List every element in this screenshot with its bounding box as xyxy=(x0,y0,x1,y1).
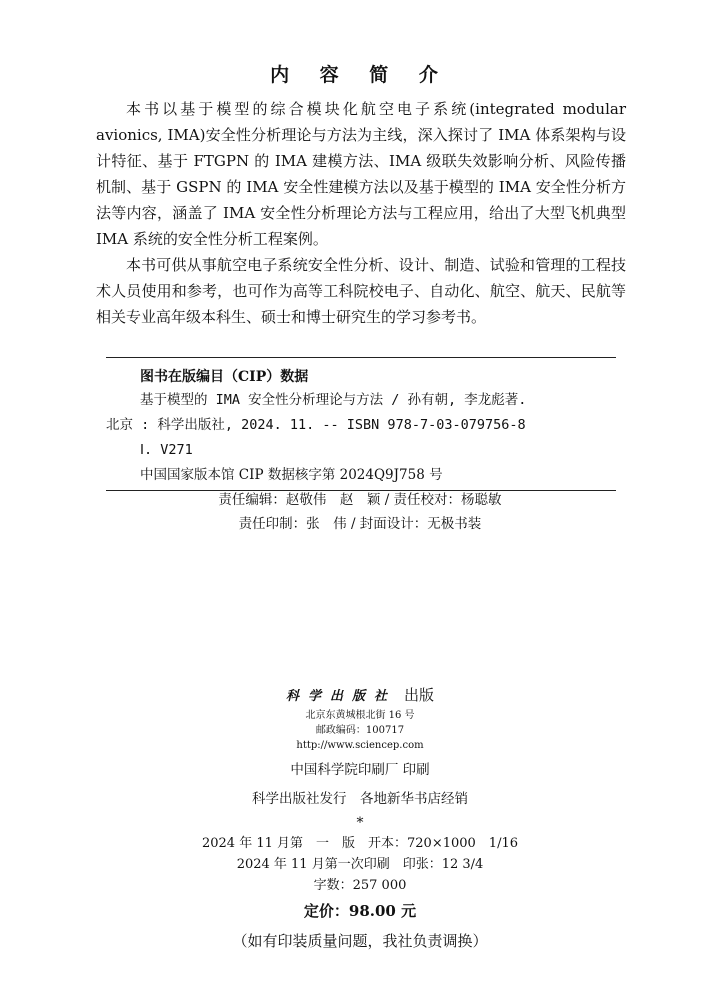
cip-title-line: 基于模型的 IMA 安全性分析理论与方法 / 孙有朝, 李龙彪著. xyxy=(140,392,527,408)
quality-notice: （如有印装质量问题，我社负责调换） xyxy=(232,932,488,950)
cip-record-number: 中国国家版本馆 CIP 数据核字第 2024Q9J758 号 xyxy=(140,467,443,483)
cip-top-rule xyxy=(106,357,616,358)
publisher-suffix: 出版 xyxy=(404,686,435,704)
summary-body xyxy=(96,96,626,330)
price: 定价：98.00 元 xyxy=(303,902,417,920)
credits-production: 责任印制：张 伟 / 封面设计：无极书装 xyxy=(238,516,482,532)
separator-star: * xyxy=(356,815,364,831)
publisher-info xyxy=(0,684,720,954)
word-count: 字数：257 000 xyxy=(313,878,407,893)
summary-paragraph: 本书可供从事航空电子系统安全性分析、设计、制造、试验和管理的工程技术人员使用和参考，也可作为高等工科院校电子、自动化、航空、航天、民航等相关专业高年级本科生、硕士和博士研究生的学习参考书。 xyxy=(96,256,626,326)
cip-block xyxy=(106,357,616,491)
print-line: 2024 年 11 月第一次印刷 印张：12 3/4 xyxy=(236,857,484,872)
summary-paragraph: 本书以基于模型的综合模块化航空电子系统(integrated modular avionics, IMA)安全性分析理论与方法为主线，深入探讨了 IMA 体系架构与设计特征、基于 FTGPN 的 IMA 建模方法、IMA 级联失效影响分析、风险传播机制、基于 GSPN 的 IMA 安全性建模方法以及基于模型的 IMA 安全性分析方法等内容，涵盖了 IMA 安全性分析理论方法与工程应用，给出了大型飞机典型 IMA 系统的安全性分析工程案例。 xyxy=(96,100,626,248)
publisher-address: 北京东黄城根北街 16 号 xyxy=(305,710,415,721)
publisher-website: http://www.sciencep.com xyxy=(296,740,424,751)
distribution-line: 科学出版社发行 各地新华书店经销 xyxy=(252,791,468,807)
cip-publication-line: 北京 : 科学出版社, 2024. 11. -- ISBN 978-7-03-079756-8 xyxy=(106,417,526,433)
publisher-name xyxy=(0,684,720,708)
printer-line: 中国科学院印刷厂 印刷 xyxy=(290,762,430,778)
edition-line: 2024 年 11 月第 一 版 开本：720×1000 1/16 xyxy=(201,836,518,851)
publisher-logo: 科学出版社 xyxy=(285,689,396,704)
credits-editors: 责任编辑：赵敬伟 赵 颖 / 责任校对：杨聪敏 xyxy=(218,492,502,508)
cip-classification: Ⅰ. V271 xyxy=(140,442,193,458)
credits xyxy=(0,488,720,536)
cip-heading: 图书在版编目（CIP）数据 xyxy=(140,369,309,385)
publisher-postcode: 邮政编码：100717 xyxy=(315,725,405,736)
summary-title: 内 容 简 介 xyxy=(270,64,450,86)
